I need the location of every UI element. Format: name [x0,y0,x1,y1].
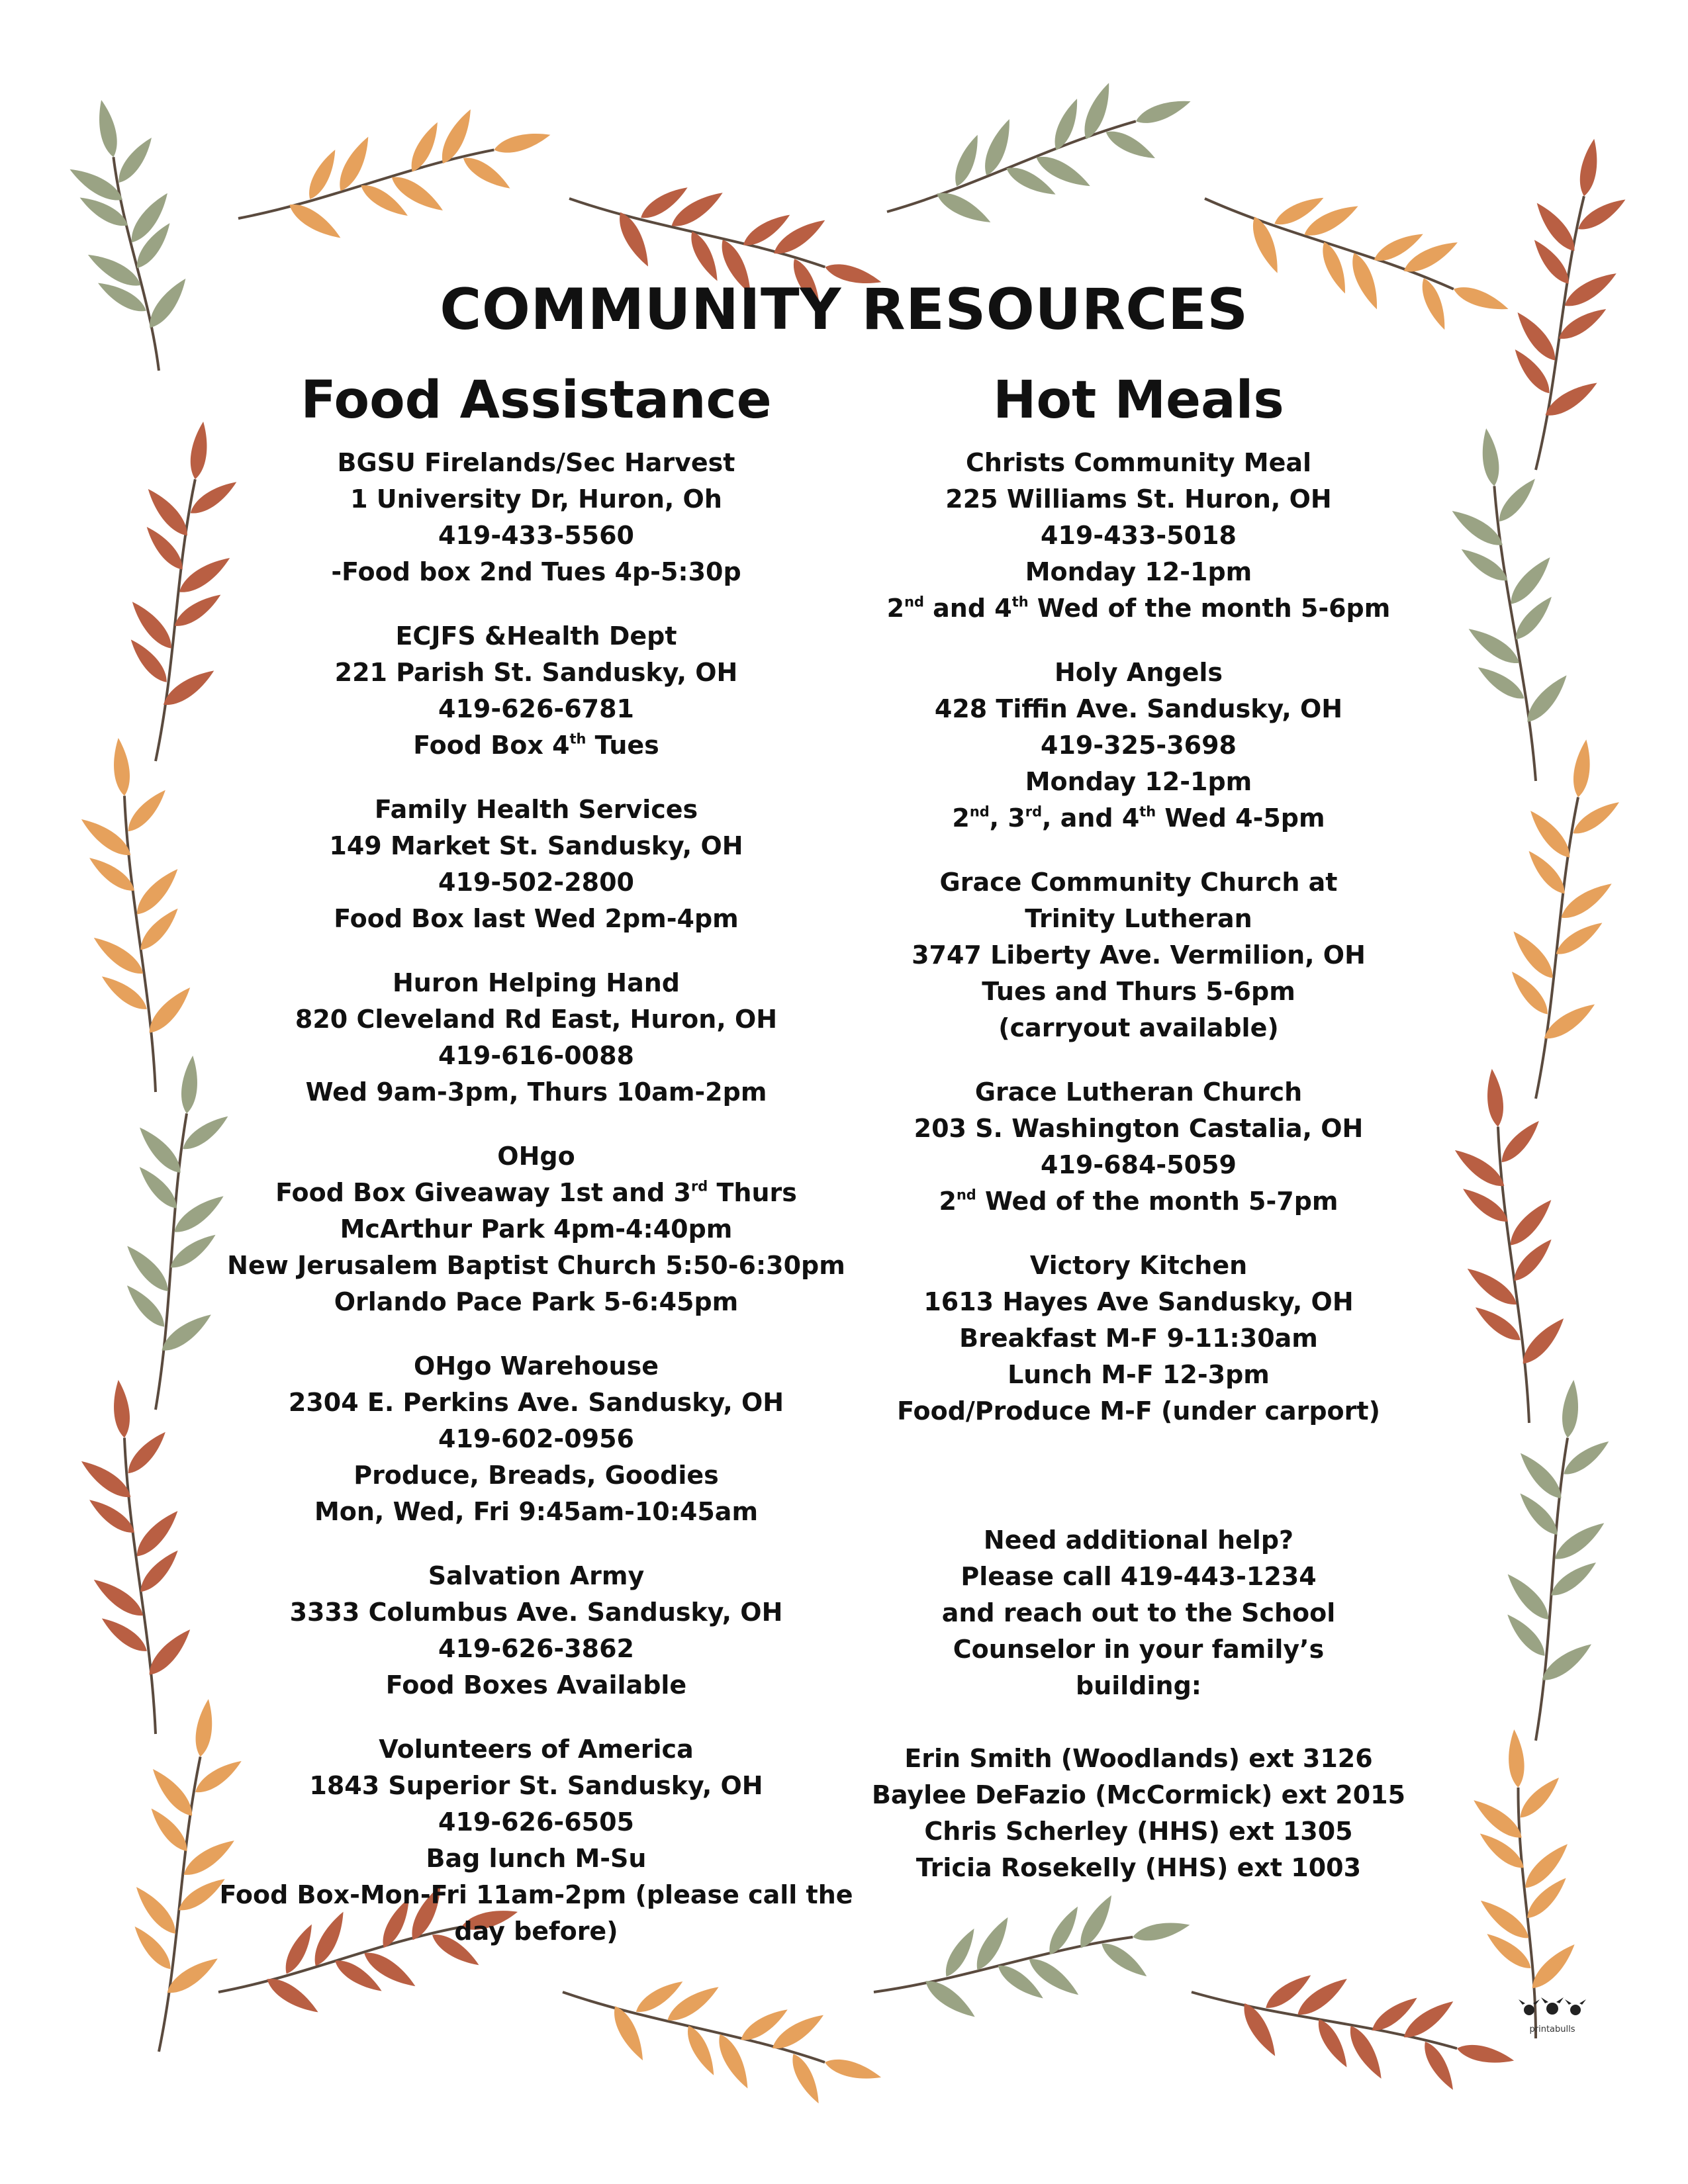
entry-name: Family Health Services [374,795,698,824]
entry-name: Salvation Army [428,1561,645,1590]
bulls-logo-icon [1516,1995,1589,2022]
entry-address: 820 Cleveland Rd East, Huron, OH [295,1005,778,1034]
meal-entry-grace-community [847,864,1430,1046]
entry-name: OHgo Warehouse [414,1351,659,1381]
entry-address: 1613 Hayes Ave Sandusky, OH [923,1287,1354,1316]
entry-phone: 419-626-6781 [438,694,634,723]
help-phone: Please call 419-443-1234 [961,1562,1317,1591]
meal-entry-holy-angels [847,655,1430,837]
entry-hours: Food Box 4th Tues [413,731,659,760]
food-entry-huron-helping-hand [218,965,854,1111]
entry-address: 1 University Dr, Huron, Oh [350,484,722,514]
food-assistance-heading: Food Assistance [301,371,772,430]
food-entry-ohgo [218,1138,854,1320]
entry-hours: Food Box last Wed 2pm-4pm [334,904,739,933]
entry-hours: Monday 12-1pm [1025,767,1252,796]
additional-help-section [847,1522,1430,1886]
entry-address: 225 Williams St. Huron, OH [945,484,1332,514]
leaf-sprig [1436,422,1585,788]
entry-schedule: 2nd and 4th Wed of the month 5-6pm [886,594,1391,623]
entry-schedule: 2nd, 3rd, and 4th Wed 4-5pm [952,803,1325,833]
leaf-sprig [1181,1942,1524,2110]
meal-entry-victory-kitchen [847,1248,1430,1430]
entry-address: 3747 Liberty Ave. Vermilion, OH [912,940,1366,970]
entry-name: Volunteers of America [379,1735,694,1764]
entry-hours: Wed 9am-3pm, Thurs 10am-2pm [305,1077,767,1107]
entry-name: OHgo [497,1142,575,1171]
entry-phone: 419-602-0956 [438,1424,634,1453]
food-entry-bgsu [218,445,854,590]
leaf-sprig [870,54,1208,259]
entry-address: 3333 Columbus Ave. Sandusky, OH [289,1598,783,1627]
entry-phone: 419-433-5018 [1041,521,1237,550]
hot-meals-column [847,371,1430,1886]
entry-hours: Tues and Thurs 5-6pm [982,977,1295,1006]
entry-location: McArthur Park 4pm-4:40pm [340,1214,733,1244]
entry-address: 428 Tiffin Ave. Sandusky, OH [934,694,1343,723]
entry-address: 1843 Superior St. Sandusky, OH [309,1771,763,1800]
food-entry-volunteers-of-america [218,1731,854,1950]
leaf-sprig [68,1375,206,1739]
leaf-sprig [225,86,563,267]
entry-address: 149 Market St. Sandusky, OH [329,831,743,860]
counselor-contact: Tricia Rosekelly (HHS) ext 1003 [915,1853,1362,1882]
entry-hours: -Food box 2nd Tues 4p-5:30p [331,557,741,586]
entry-location: Orlando Pace Park 5-6:45pm [334,1287,739,1316]
entry-address: 221 Parish St. Sandusky, OH [334,658,738,687]
food-assistance-column [218,371,854,1978]
entry-hours: Lunch M-F 12-3pm [1008,1360,1270,1389]
entry-schedule: 2nd Wed of the month 5-7pm [939,1187,1338,1216]
entry-hours: Food Box Giveaway 1st and 3rd Thurs [275,1178,797,1207]
entry-name: Grace Community Church at Trinity Lutheran [939,868,1338,933]
entry-name: Grace Lutheran Church [974,1077,1303,1107]
logo-text: printabulls [1529,2025,1575,2034]
hot-meals-heading: Hot Meals [993,371,1284,430]
leaf-sprig [1485,1375,1624,1746]
entry-details: Produce, Breads, Goodies [353,1461,719,1490]
entry-phone: 419-626-3862 [438,1634,634,1663]
counselor-contact: Erin Smith (Woodlands) ext 3126 [904,1744,1373,1773]
leaf-sprig [68,733,206,1097]
entry-phone: 419-433-5560 [438,521,634,550]
entry-name: Victory Kitchen [1029,1251,1248,1280]
food-entry-family-health [218,792,854,937]
entry-address: 203 S. Washington Castalia, OH [914,1114,1364,1143]
help-instructions: and reach out to the School Counselor in your family’s building: [941,1598,1336,1700]
leaf-sprig [1485,733,1636,1106]
entry-details: Bag lunch M-Su [426,1844,647,1873]
entry-details: Food Boxes Available [385,1670,687,1700]
entry-phone: 419-502-2800 [438,868,634,897]
food-entry-ecjfs [218,618,854,764]
leaf-sprig [863,1876,1200,2042]
entry-phone: 419-684-5059 [1041,1150,1237,1179]
entry-name: Huron Helping Hand [393,968,680,997]
entry-name: Christs Community Meal [965,448,1312,477]
entry-details: (carryout available) [998,1013,1279,1042]
entry-address: 2304 E. Perkins Ave. Sandusky, OH [288,1388,784,1417]
printabulls-logo [1513,1995,1592,2034]
leaf-sprig [1442,1064,1579,1428]
entry-name: BGSU Firelands/Sec Harvest [337,448,735,477]
entry-phone: 419-626-6505 [438,1807,634,1837]
counselor-contact: Chris Scherley (HHS) ext 1305 [924,1817,1353,1846]
entry-details: Food/Produce M-F (under carport) [897,1396,1380,1426]
food-entry-salvation-army [218,1558,854,1704]
page-title: COMMUNITY RESOURCES [440,277,1248,343]
meal-entry-grace-lutheran [847,1074,1430,1220]
counselor-contact: Baylee DeFazio (McCormick) ext 2015 [871,1780,1406,1809]
meal-entry-christs-community [847,445,1430,627]
leaf-sprig [1464,1726,1586,2042]
help-heading: Need additional help? [983,1525,1294,1555]
entry-hours: Mon, Wed, Fri 9:45am-10:45am [314,1497,759,1526]
entry-name: ECJFS &Health Dept [395,621,677,651]
entry-phone: 419-325-3698 [1041,731,1237,760]
entry-name: Holy Angels [1054,658,1223,687]
entry-hours: Food Box-Mon-Fri 11am-2pm (please call the day before) [219,1880,853,1946]
entry-hours: Monday 12-1pm [1025,557,1252,586]
entry-hours: Breakfast M-F 9-11:30am [959,1324,1318,1353]
entry-location: New Jerusalem Baptist Church 5:50-6:30pm [227,1251,845,1280]
entry-phone: 419-616-0088 [438,1041,634,1070]
spacer [847,1704,1430,1741]
food-entry-ohgo-warehouse [218,1348,854,1530]
